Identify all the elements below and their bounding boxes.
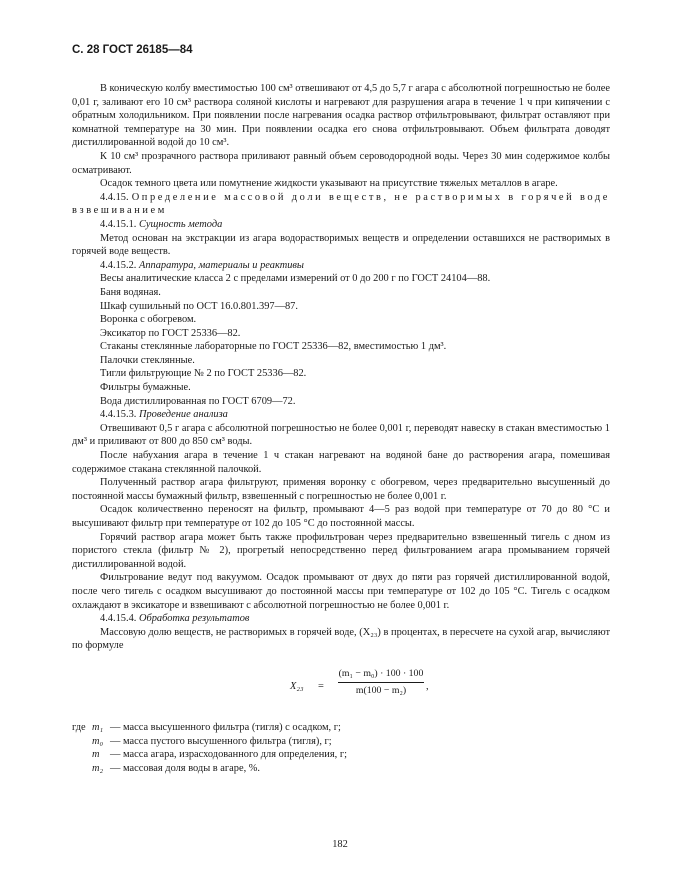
definition-row bbox=[72, 748, 610, 762]
equipment-item: Эксикатор по ГОСТ 25336—82. bbox=[100, 327, 241, 339]
paragraph-heavy-metals: Осадок темного цвета или помутнение жидкости указывают на присутствие тяжелых металлов в агаре. bbox=[100, 178, 558, 190]
definition-symbol: m₀ bbox=[92, 735, 104, 747]
equipment-item: Баня водяная. bbox=[100, 286, 161, 298]
section-number: 4.4.15.2. bbox=[100, 259, 137, 271]
paragraph-weighing: Отвешивают 0,5 г агара с абсолютной погрешностью не более 0,001 г, переводят навеску в стакан вместимостью 1 дм³ и приливают от 800 до 850 см³ воды. bbox=[72, 422, 610, 448]
definition-row bbox=[72, 762, 610, 776]
paragraph-formula-intro: Массовую долю веществ, не растворимых в горячей воде, (X₂₃) в процентах, в пересчете на сухой агар, вычисляют по формуле bbox=[72, 626, 610, 652]
equipment-item: Палочки стеклянные. bbox=[100, 354, 195, 366]
definition-text: — масса пустого высушенного фильтра (тигля), г; bbox=[110, 735, 332, 747]
section-title: Проведение анализа bbox=[138, 409, 228, 421]
equipment-item: Тигли фильтрующие № 2 по ГОСТ 25336—82. bbox=[100, 368, 307, 380]
paragraph-method-essence: Метод основан на экстракции из агара водорастворимых веществ и определении оставшихся не растворимых в горячей воде веществ. bbox=[72, 232, 610, 258]
formula-denominator: m(100 − m₂) bbox=[355, 684, 407, 696]
definition-symbol: m bbox=[92, 749, 100, 761]
equipment-item: Воронка с обогревом. bbox=[100, 314, 197, 326]
equipment-item: Стаканы стеклянные лабораторные по ГОСТ 25336—82, вместимостью 1 дм³. bbox=[100, 341, 447, 353]
paragraph-vacuum-filtration: Фильтрование ведут под вакуумом. Осадок промывают от двух до пяти раз горячей дистиллированной водой, после чего тигель с осадком высушивают до постоянной массы при температуре от 102 до 105 °С. Тигель с осадком охлаждают в эксикаторе и взвешивают с абсолютной погрешностью не более 0,001 г. bbox=[72, 572, 610, 611]
paragraph-sample-prep: В коническую колбу вместимостью 100 см³ отвешивают от 4,5 до 5,7 г агара с абсолютной погрешностью не более 0,01 г, заливают его 10 см³ раствора соляной кислоты и нагревают для разрушения агара в течение 1 ч при кипячении с обратным холодильником. При появлении после нагревания осадка раствор отфильтровывают, фильтрат оставляют при комнатной температуре на 30 мин. При появлении осадка его снова отфильтровывают. Объем фильтрата доводят дистиллированной водой до 10 см³. bbox=[72, 83, 610, 149]
definition-row bbox=[72, 721, 610, 735]
definition-row bbox=[72, 735, 610, 749]
definition-text: — масса агара, израсходованного для определения, г; bbox=[110, 749, 347, 761]
page-number: 182 bbox=[332, 839, 348, 850]
paragraph-crucible-filter: Горячий раствор агара может быть также профильтрован через предварительно взвешенный тигель с дном из пористого стекла (фильтр № 2), прогретый непосредственно перед фильтрованием агара промыванием горячей дистиллированной водой. bbox=[72, 531, 610, 570]
formula-x23 bbox=[72, 667, 610, 711]
section-number: 4.4.15.1. bbox=[100, 218, 137, 230]
formula-fraction-bar bbox=[338, 682, 424, 683]
section-number: 4.4.15.3. bbox=[100, 409, 137, 421]
paragraph-hydrogen-sulfide: К 10 см³ прозрачного раствора приливают равный объем сероводородной воды. Через 30 мин содержимое колбы осматривают. bbox=[72, 150, 610, 176]
section-title: Сущность метода bbox=[138, 218, 223, 230]
definition-text: — массовая доля воды в агаре, %. bbox=[110, 762, 261, 774]
section-heading-4-4-15-3 bbox=[72, 408, 610, 422]
definition-text: — масса высушенного фильтра (тигля) с осадком, г; bbox=[110, 721, 341, 733]
section-title: Определение массовой доли веществ, не растворимых в горячей воде взвешиванием bbox=[72, 191, 610, 217]
formula-lhs: X₂₃ bbox=[290, 680, 304, 692]
document-body bbox=[72, 82, 610, 775]
paragraph-sediment-transfer: Осадок количественно переносят на фильтр, промывают 4—5 раз водой при температуре от 70 до 80 °С и высушивают фильтр при температуре от 102 до 105 °С до постоянной массы. bbox=[72, 504, 610, 529]
section-title: Обработка результатов bbox=[138, 613, 250, 625]
definition-prefix: где bbox=[72, 721, 86, 733]
formula-comma: , bbox=[426, 680, 429, 692]
section-number: 4.4.15.4. bbox=[100, 613, 137, 625]
section-heading-4-4-15-2 bbox=[72, 259, 610, 273]
paragraph-filtering: Полученный раствор агара фильтруют, применяя воронку с обогревом, через предварительно высушенный до постоянной массы бумажный фильтр, взвешенный с погрешностью не более 0,001 г. bbox=[72, 477, 610, 502]
paragraph-swelling: После набухания агара в течение 1 ч стакан нагревают на водяной бане до растворения агара, помешивая содержимое стакана стеклянной палочкой. bbox=[72, 450, 610, 475]
equipment-item: Шкаф сушильный по ОСТ 16.0.801.397—87. bbox=[100, 300, 298, 312]
definition-symbol: m₁ bbox=[92, 721, 104, 733]
page-header: С. 28 ГОСТ 26185—84 bbox=[72, 44, 193, 56]
section-title: Аппаратура, материалы и реактивы bbox=[138, 259, 304, 271]
section-heading-4-4-15-4 bbox=[72, 612, 610, 626]
section-number: 4.4.15. bbox=[100, 191, 129, 203]
formula-equals: = bbox=[318, 680, 324, 692]
section-heading-4-4-15-1 bbox=[72, 218, 610, 232]
definition-symbol: m₂ bbox=[92, 762, 104, 774]
equipment-item: Вода дистиллированная по ГОСТ 6709—72. bbox=[100, 395, 296, 407]
section-heading-4-4-15 bbox=[72, 191, 610, 218]
equipment-item: Фильтры бумажные. bbox=[100, 382, 191, 394]
equipment-item: Весы аналитические класса 2 с пределами измерений от 0 до 200 г по ГОСТ 24104—88. bbox=[100, 273, 491, 285]
formula-numerator: (m₁ − m₀) · 100 · 100 bbox=[338, 667, 424, 679]
